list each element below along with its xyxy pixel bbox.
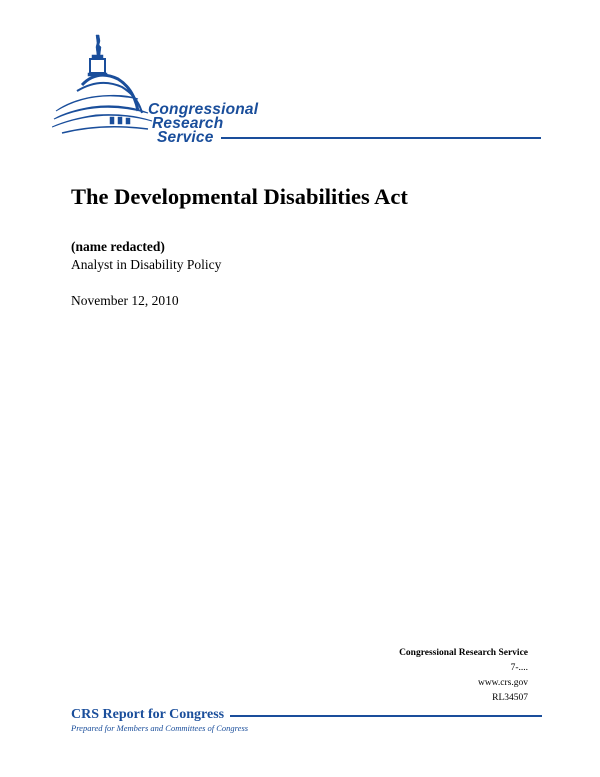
logo-text-research: Research: [152, 115, 224, 132]
meta-report-number: RL34507: [492, 693, 528, 703]
logo-text-congressional: Congressional: [148, 101, 259, 118]
meta-organization: Congressional Research Service: [399, 648, 528, 658]
logo-divider: [221, 137, 541, 139]
author-name: (name redacted): [71, 239, 165, 254]
footer-divider: [230, 715, 542, 717]
report-title: The Developmental Disabilities Act: [71, 184, 408, 209]
meta-code: 7-....: [510, 663, 528, 673]
meta-website: www.crs.gov: [477, 678, 528, 688]
logo-text-service: Service: [157, 129, 214, 146]
footer-subtitle: Prepared for Members and Committees of Congress: [71, 723, 249, 733]
crs-capitol-logo: [52, 33, 542, 148]
footer-title: CRS Report for Congress: [71, 707, 225, 722]
author-role: Analyst in Disability Policy: [71, 257, 222, 272]
report-meta: [399, 646, 528, 706]
report-date: November 12, 2010: [71, 293, 179, 308]
